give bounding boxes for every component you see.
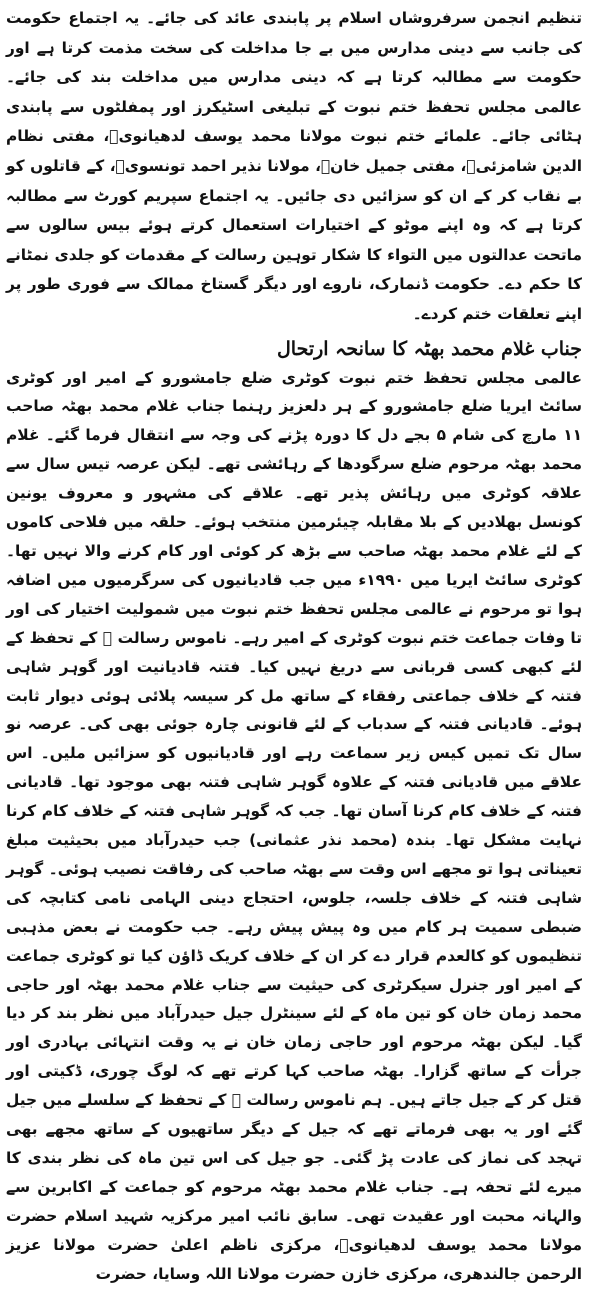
section-heading: جناب غلام محمد بھٹہ کا سانحہ ارتحال <box>276 337 582 360</box>
article-paragraph-obituary: عالمی مجلس تحفظ ختم نبوت کوٹری ضلع جامشورو کے امیر اور کوٹری سائٹ ایریا ضلع جامشورو کے ہر دلعزیز رہنما جناب غلام محمد بھٹہ صاحب ۱۱ مارچ کی شام ۵ بجے دل کا دورہ پڑنے کی وجہ سے انتقال فرما گئے۔ غلام محمد بھٹہ مرحوم ضلع سرگودھا کے رہائشی تھے۔ لیکن عرصہ تیس سال سے علاقہ کوٹری میں رہائش پذیر تھے۔ علاقے کی مشہور و معروف یونین کونسل بھلادیں کے بلا مقابلہ چیئرمین منتخب ہوئے۔ حلقہ میں فلاحی کاموں کے لئے غلام محمد بھٹہ صاحب سے بڑھ کر کوئی اور کام کرنے والا نہیں تھا۔ کوٹری سائٹ ایریا میں ۱۹۹۰ء میں جب قادیانیوں کی سرگرمیوں میں اضافہ ہوا تو مرحوم نے عالمی مجلس تحفظ ختم نبوت میں شمولیت اختیار کی اور تا وفات جماعت ختم نبوت کوٹری کے امیر رہے۔ ناموس رسالت ﷺ کے تحفظ کے لئے کبھی کسی قربانی سے دریغ نہیں کیا۔ فتنہ قادیانیت اور گوہر شاہی فتنہ کے خلاف جماعتی رفقاء کے ساتھ مل کر سیسہ پلائی ہوئی دیوار ثابت ہوئے۔ قادیانی فتنہ کے سدباب کے لئے قانونی چارہ جوئی بھی کی۔ عرصہ نو سال تک تمیں کیس زیر سماعت رہے اور قادیانیوں کو سزائیں ملیں۔ اس علاقے میں قادیانی فتنہ کے علاوہ گوہر شاہی فتنہ بھی موجود تھا۔ قادیانی فتنہ کے خلاف کام کرنا آسان تھا۔ جب کہ گوہر شاہی فتنہ کے خلاف کام کرنا نہایت مشکل تھا۔ بندہ (محمد نذر عثمانی) جب حیدرآباد میں بحیثیت مبلغ تعیناتی ہوا تو مجھے اس وقت سے بھٹہ صاحب کی رفاقت نصیب ہوئی۔ گوہر شاہی فتنہ کے خلاف جلسہ، جلوس، احتجاج دینی الہامی نامی کتابچہ کی ضبطی سمیت ہر کام میں وہ پیش پیش رہے۔ جب حکومت نے بعض مذہبی تنظیموں کو کالعدم قرار دے کر ان کے خلاف کریک ڈاؤن کیا تو کوٹری جماعت کے امیر اور جنرل سیکرٹری کی حیثیت سے جناب غلام محمد بھٹہ اور حاجی محمد زمان خان کو تین ماہ کے لئے سینٹرل جیل حیدرآباد میں نظر بند کر دیا گیا۔ لیکن بھٹہ مرحوم اور حاجی زمان خان نے یہ وقت انتہائی بہادری اور جرأت کے ساتھ گزارا۔ بھٹہ صاحب کہا کرتے تھے کہ لوگ چوری، ڈکیتی اور قتل کر کے جیل جاتے ہیں۔ ہم ناموس رسالت ﷺ کے تحفظ کے سلسلے میں جیل گئے اور یہ بھی فرماتے تھے کہ جیل کے دیگر ساتھیوں کے ساتھ مجھے بھی تہجد کی نماز کی عادت پڑ گئی۔ جو جیل کی اس تین ماہ کی نظر بندی کا میرے لئے تحفہ ہے۔ جناب غلام محمد بھٹہ مرحوم کو جماعت کے اکابرین سے والہانہ محبت اور عقیدت تھی۔ سابق نائب امیر مرکزیہ شہید اسلام حضرت مولانا محمد یوسف لدھیانویؒ، مرکزی ناظم اعلیٰ حضرت مولانا عزیز الرحمن جالندھری، مرکزی خازن حضرت مولانا اللہ وسایا، حضرت <box>6 368 582 1283</box>
article-paragraph-resolutions: تنظیم انجمن سرفروشاں اسلام پر پابندی عائد کی جائے۔ یہ اجتماع حکومت کی جانب سے دینی مدارس میں بے جا مداخلت کی سخت مذمت کرتا ہے اور حکومت سے مطالبہ کرتا ہے کہ دینی مدارس میں مداخلت بند کی جائے۔ عالمی مجلس تحفظ ختم نبوت کے تبلیغی اسٹیکرز اور پمفلٹوں سے پابندی ہٹائی جائے۔ علمائے ختم نبوت مولانا محمد یوسف لدھیانویؒ، مفتی نظام الدین شامزئیؒ، مفتی جمیل خانؒ، مولانا نذیر احمد تونسویؒ، کے قاتلوں کو بے نقاب کر کے ان کو سزائیں دی جائیں۔ یہ اجتماع سپریم کورٹ سے مطالبہ کرتا ہے کہ وہ اپنے موٹو کے اختیارات استعمال کرتے ہوئے بیس سالوں سے ماتحت عدالتوں میں التواء کا شکار توہین رسالت کے مقدمات کو جلدی نمٹانے کا حکم دے۔ حکومت ڈنمارک، ناروے اور دیگر گستاخ ممالک سے فوری طور پر اپنے تعلقات ختم کردے۔ <box>6 9 582 323</box>
